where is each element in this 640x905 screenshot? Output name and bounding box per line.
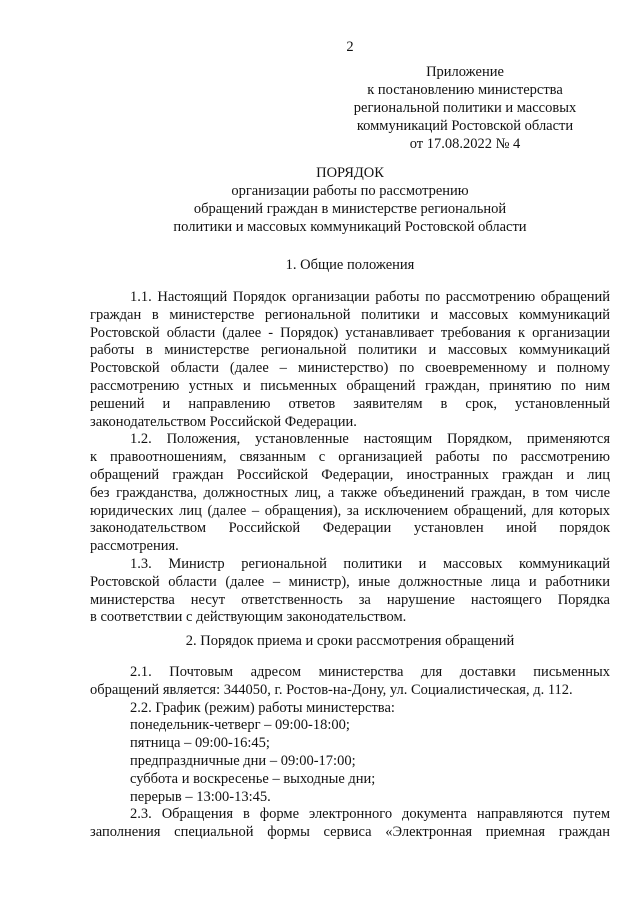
text-line: 1.1. Настоящий Порядок организации работы по рассмотрению обращений xyxy=(130,289,610,305)
text-line: предпраздничные дни – 09:00-17:00; xyxy=(130,752,356,769)
text-line: Ростовской области (далее – министерство) по своевременному и полному xyxy=(90,360,610,377)
text-line: обращений граждан Российской Федерации, иностранных граждан и лиц xyxy=(90,466,610,483)
text-line: 1.3. Министр региональной политики и массовых коммуникаций xyxy=(130,555,610,572)
title-line: обращений граждан в министерстве региональной xyxy=(193,201,507,217)
section-1-heading: 1. Общие положения xyxy=(285,257,415,273)
text-line: Ростовской области (далее - Порядок) устанавливает требования к организации xyxy=(90,324,610,341)
text-line: пятница – 09:00-16:45; xyxy=(130,735,270,752)
text-line: работы в министерстве региональной политики и массовых коммуникаций xyxy=(90,342,610,359)
text-line: 2.3. Обращения в форме электронного документа направляются путем xyxy=(130,806,610,823)
text-line: понедельник-четверг – 09:00-18:00; xyxy=(130,717,350,734)
appendix-line: региональной политики и массовых xyxy=(353,100,577,116)
text-line: заполнения специальной формы сервиса «Электронная приемная граждан xyxy=(90,824,610,841)
text-line: рассмотрению устных и письменных обращений граждан, принятию по ним xyxy=(90,377,610,394)
text-line: решений и направлению ответов заявителям в срок, установленный xyxy=(90,395,610,412)
paragraph-2-1 xyxy=(90,664,610,700)
paragraph-1-3 xyxy=(90,556,610,627)
section-2-heading: 2. Порядок приема и сроки рассмотрения обращений xyxy=(185,633,515,649)
text-line: 2.1. Почтовым адресом министерства для доставки письменных xyxy=(130,664,610,680)
text-line: юридических лиц (далее – обращения), за исключением обращений, для которых xyxy=(90,502,610,519)
text-line: без гражданства, должностных лиц, а также объединений граждан, в том числе xyxy=(90,484,610,501)
document-title xyxy=(90,164,610,236)
text-line: к правоотношениям, связанным с организацией работы по рассмотрению xyxy=(90,449,610,466)
page-number: 2 xyxy=(346,39,354,55)
text-line: рассмотрения. xyxy=(90,538,179,555)
title-heading: ПОРЯДОК xyxy=(316,165,384,181)
paragraph-2-2 xyxy=(90,700,610,807)
text-line: 2.2. График (режим) работы министерства: xyxy=(130,699,395,716)
appendix-line: от 17.08.2022 № 4 xyxy=(409,136,521,152)
section-2-body xyxy=(90,664,610,842)
text-line: 1.2. Положения, установленные настоящим Порядком, применяются xyxy=(130,431,610,448)
title-line: политики и массовых коммуникаций Ростовской области xyxy=(173,219,527,235)
text-line: суббота и воскресенье – выходные дни; xyxy=(130,770,376,787)
text-line: в соответствии с действующим законодательством. xyxy=(90,609,407,626)
text-line: законодательством Российской Федерации установлен иной порядок xyxy=(90,520,610,537)
title-line: организации работы по рассмотрению xyxy=(231,183,469,199)
text-line: перерыв – 13:00-13:45. xyxy=(130,788,271,805)
text-line: законодательством Российской Федерации. xyxy=(90,413,357,430)
appendix-line: к постановлению министерства xyxy=(367,82,563,98)
appendix-line: Приложение xyxy=(426,64,504,80)
appendix-note xyxy=(330,63,600,153)
appendix-line: коммуникаций Ростовской области xyxy=(356,118,574,134)
paragraph-1-2 xyxy=(90,431,610,556)
section-1-body xyxy=(90,289,610,627)
text-line: граждан в министерстве региональной политики и массовых коммуникаций xyxy=(90,306,610,323)
text-line: Ростовской области (далее – министр), иные должностные лица и работники xyxy=(90,573,610,590)
paragraph-2-3 xyxy=(90,806,610,842)
text-line: министерства несут ответственность за нарушение настоящего Порядка xyxy=(90,591,610,608)
text-line: обращений является: 344050, г. Ростов-на-Дону, ул. Социалистическая, д. 112. xyxy=(90,681,573,698)
paragraph-1-1 xyxy=(90,289,610,431)
